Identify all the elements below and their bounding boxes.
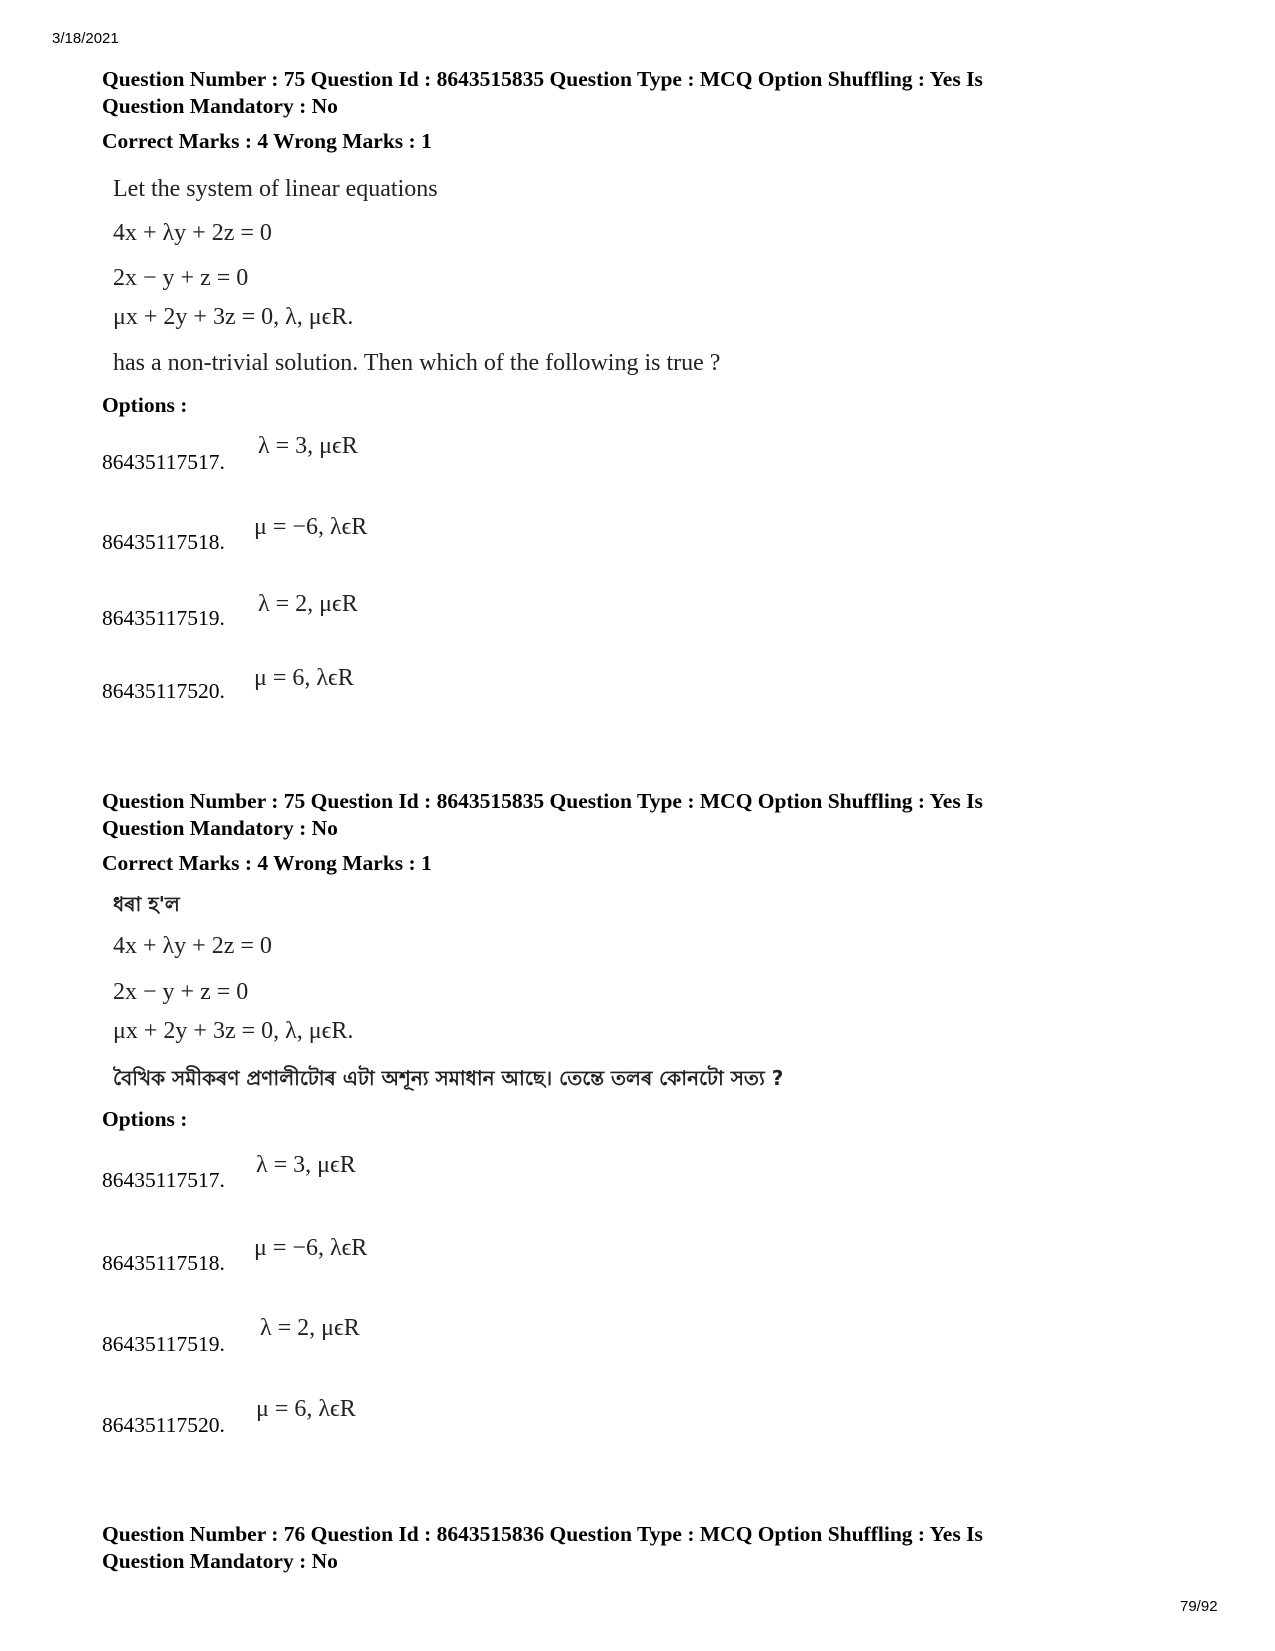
question-intro: ধৰা হ'ল xyxy=(113,892,180,916)
option-id: 86435117517. xyxy=(102,450,225,474)
question-text: বৈখিক সমীকৰণ প্ৰণালীটোৰ এটা অশূন্য সমাধান আছে। তেন্তে তলৰ কোনটো সত্য ? xyxy=(113,1066,784,1090)
equation-1: 4x + λy + 2z = 0 xyxy=(113,220,272,246)
question-header-line-1: Question Number : 75 Question Id : 8643515835 Question Type : MCQ Option Shuffling : Yes Is xyxy=(102,789,983,813)
equation-2: 2x − y + z = 0 xyxy=(113,265,249,291)
option-text: μ = −6, λϵR xyxy=(254,1235,368,1261)
marks-line: Correct Marks : 4 Wrong Marks : 1 xyxy=(102,851,432,875)
marks-line: Correct Marks : 4 Wrong Marks : 1 xyxy=(102,129,432,153)
print-date: 3/18/2021 xyxy=(52,30,119,47)
question-header xyxy=(102,66,1182,120)
option-text: λ = 3, μϵR xyxy=(258,433,358,459)
question-header-line-2: Question Mandatory : No xyxy=(102,94,338,118)
option-id: 86435117519. xyxy=(102,1332,225,1356)
option-id: 86435117520. xyxy=(102,679,225,703)
question-intro: Let the system of linear equations xyxy=(113,176,438,202)
option-id: 86435117517. xyxy=(102,1168,225,1192)
options-label: Options : xyxy=(102,393,188,417)
question-header-line-1: Question Number : 75 Question Id : 8643515835 Question Type : MCQ Option Shuffling : Yes Is xyxy=(102,67,983,91)
option-id: 86435117519. xyxy=(102,606,225,630)
option-id: 86435117518. xyxy=(102,530,225,554)
option-text: λ = 2, μϵR xyxy=(258,591,358,617)
equation-3: μx + 2y + 3z = 0, λ, μϵR. xyxy=(113,304,354,330)
question-header-line-1: Question Number : 76 Question Id : 8643515836 Question Type : MCQ Option Shuffling : Yes Is xyxy=(102,1522,983,1546)
option-id: 86435117518. xyxy=(102,1251,225,1275)
equation-1: 4x + λy + 2z = 0 xyxy=(113,933,272,959)
question-header-line-2: Question Mandatory : No xyxy=(102,816,338,840)
option-text: μ = 6, λϵR xyxy=(254,665,354,691)
option-text: μ = −6, λϵR xyxy=(254,514,368,540)
equation-2: 2x − y + z = 0 xyxy=(113,979,249,1005)
question-header-line-2: Question Mandatory : No xyxy=(102,1549,338,1573)
question-header xyxy=(102,788,1182,842)
equation-3: μx + 2y + 3z = 0, λ, μϵR. xyxy=(113,1018,354,1044)
options-label: Options : xyxy=(102,1107,188,1131)
option-text: μ = 6, λϵR xyxy=(256,1396,356,1422)
option-id: 86435117520. xyxy=(102,1413,225,1437)
page-number: 79/92 xyxy=(1180,1598,1218,1615)
option-text: λ = 3, μϵR xyxy=(256,1152,356,1178)
question-text: has a non-trivial solution. Then which of the following is true ? xyxy=(113,350,721,376)
question-header xyxy=(102,1521,1182,1575)
option-text: λ = 2, μϵR xyxy=(260,1315,360,1341)
